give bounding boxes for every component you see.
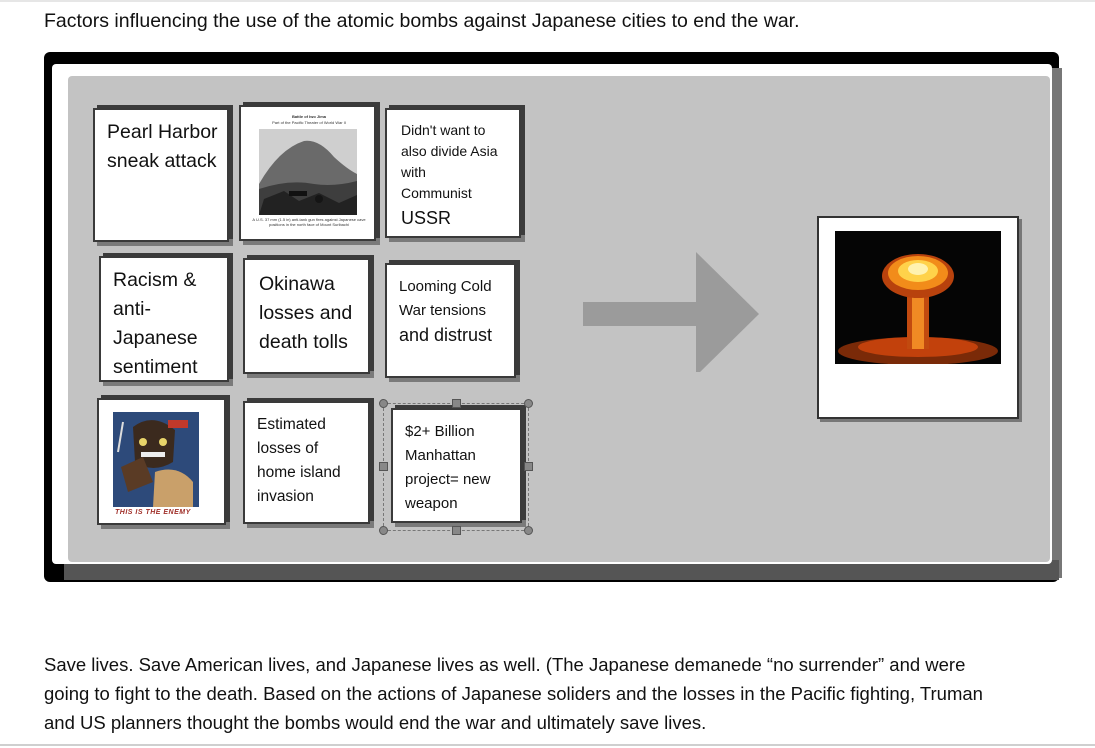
card-pearl-harbor[interactable]: [93, 108, 229, 242]
asia-line-5: USSR: [401, 208, 452, 228]
card-racism[interactable]: [99, 256, 229, 382]
resize-handle-top-right[interactable]: [524, 399, 533, 408]
iwo-jima-caption: A U.S. 37 mm (1.5 in) anti-tank gun fires against Japanese cave positions in the north face of Mount Suribachi: [252, 217, 366, 227]
card-okinawa[interactable]: [243, 258, 370, 374]
resize-handle-right[interactable]: [524, 462, 533, 471]
card-enemy-poster[interactable]: [97, 398, 226, 525]
card-pearl-harbor-text: Pearl Harbor sneak attack: [107, 121, 218, 172]
manhattan-line-4: weapon: [405, 495, 458, 512]
card-manhattan-text: [405, 420, 490, 516]
resize-handle-bottom-left[interactable]: [379, 526, 388, 535]
card-manhattan-project[interactable]: [391, 408, 522, 523]
resize-handle-top-left[interactable]: [379, 399, 388, 408]
cold-war-line-1: Looming Cold: [399, 278, 492, 295]
card-cold-war-text: [399, 275, 492, 347]
cold-war-line-3: and distrust: [399, 325, 493, 345]
iwo-jima-title: Battle of Iwo Jima: [291, 114, 326, 119]
asia-line-4: Communist: [401, 185, 472, 201]
right-arrow-icon[interactable]: [583, 252, 763, 377]
atomic-bomb-card[interactable]: [817, 216, 1019, 419]
conclusion-paragraph: Save lives. Save American lives, and Japanese lives as well. (The Japanese demanede “no surrender” and were going to fight to the death. Based on the actions of Japanese soliders and the losses in the Pacific fighting, Truman and US planners thought the bombs would end the war and ultimately save lives.: [44, 654, 983, 733]
cold-war-line-2: War tensions: [399, 302, 486, 319]
resize-handle-left[interactable]: [379, 462, 388, 471]
document-heading: Factors influencing the use of the atomic bombs against Japanese cities to end the war.: [44, 10, 800, 32]
resize-handle-bottom-right[interactable]: [524, 526, 533, 535]
asia-line-1: Didn't want to: [401, 122, 486, 138]
card-estimated-losses-text: Estimated losses of home island invasion: [257, 416, 341, 505]
iwo-jima-photo: [259, 129, 357, 215]
page-top-edge: [0, 0, 1095, 2]
card-divide-asia-text: [401, 120, 498, 232]
card-iwo-jima[interactable]: [239, 105, 376, 241]
card-racism-text: Racism & anti-Japanese sentiment: [113, 269, 198, 378]
asia-line-2: also divide Asia: [401, 143, 498, 159]
mushroom-cloud-image: [835, 231, 1001, 364]
manhattan-line-3: project= new: [405, 471, 491, 488]
card-cold-war[interactable]: [385, 263, 516, 378]
card-estimated-losses[interactable]: [243, 401, 370, 524]
frame-shadow-right: [1052, 68, 1062, 578]
card-divide-asia[interactable]: [385, 108, 521, 238]
iwo-jima-subtitle: Part of the Pacific Theater of World War II: [272, 120, 346, 125]
resize-handle-top[interactable]: [452, 399, 461, 408]
manhattan-line-2: Manhattan: [405, 447, 476, 464]
enemy-poster-caption: THIS IS THE ENEMY: [115, 509, 191, 516]
page-bottom-edge: [0, 744, 1095, 746]
manhattan-line-1: $2+ Billion: [405, 423, 475, 440]
enemy-poster-image: [113, 412, 199, 507]
asia-line-3: with: [401, 164, 426, 180]
resize-handle-bottom[interactable]: [452, 526, 461, 535]
card-okinawa-text: Okinawa losses and death tolls: [259, 273, 353, 353]
